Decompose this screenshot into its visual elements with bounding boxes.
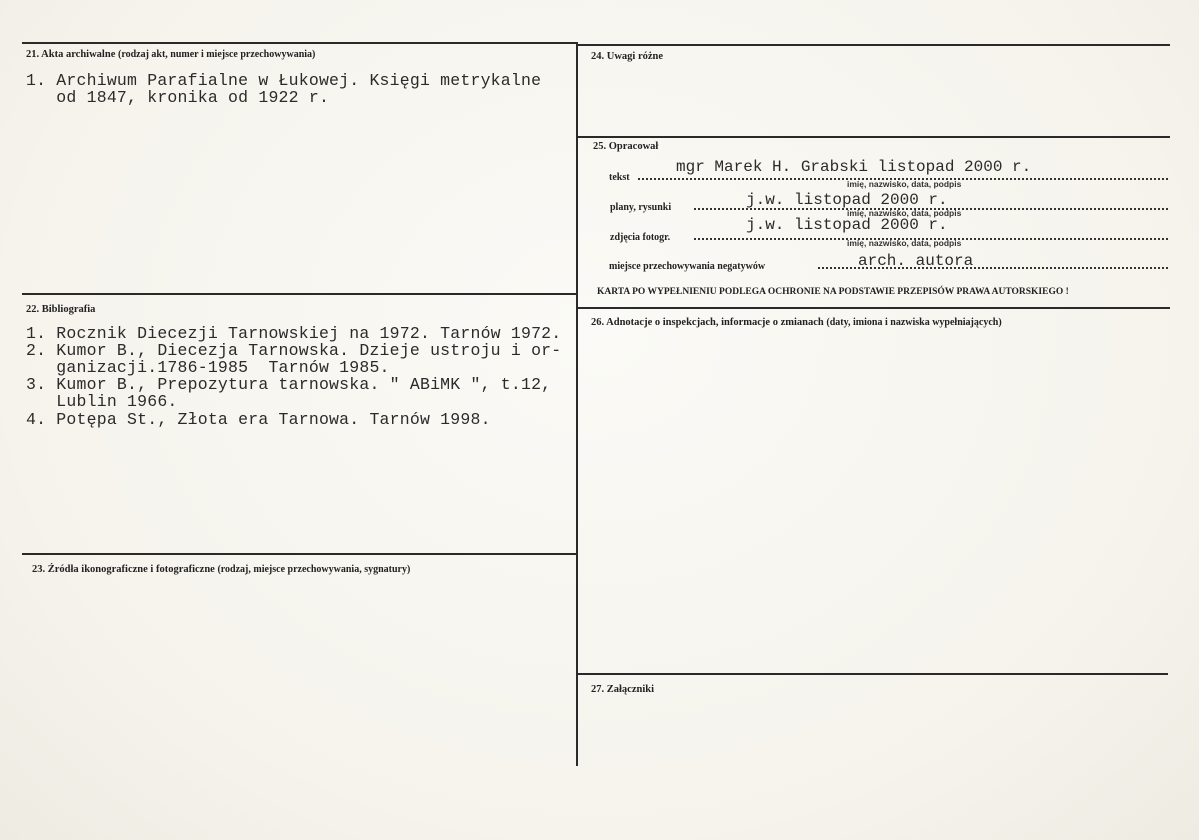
section-25-title: 25. Opracował [593, 141, 659, 152]
rule-25-26 [578, 307, 1170, 309]
plans-value: j.w. listopad 2000 r. [746, 191, 948, 209]
negatives-value: arch. autora [858, 252, 974, 270]
section-23-heading [32, 564, 410, 575]
photos-hint: imię, nazwisko, data, podpis [847, 238, 962, 248]
top-rule-right [578, 44, 1170, 46]
section-21-line-2: od 1847, kronika od 1922 r. [26, 88, 330, 107]
rule-21-22 [22, 293, 578, 295]
bibliography-line-6: 4. Potępa St., Złota era Tarnowa. Tarnów 1998. [26, 410, 491, 429]
bibliography-line-2: 2. Kumor B., Diecezja Tarnowska. Dzieje ustroju i or- [26, 341, 562, 360]
negatives-label: miejsce przechowywania negatywów [609, 261, 766, 272]
author-text-value: mgr Marek H. Grabski listopad 2000 r. [676, 158, 1032, 176]
section-27-title: 27. Załączniki [591, 684, 655, 695]
copyright-notice: KARTA PO WYPEŁNIENIU PODLEGA OCHRONIE NA PODSTAWIE PRZEPISÓW PRAWA AUTORSKIEGO ! [597, 287, 1069, 297]
section-23-subtitle: (rodzaj, miejsce przechowywania, sygnatury) [217, 564, 411, 575]
photos-label: zdjęcia fotogr. [610, 232, 671, 243]
bibliography-line-4: 3. Kumor B., Prepozytura tarnowska. " ABiMK ", t.12, [26, 375, 552, 394]
bibliography-line-3: ganizacji.1786-1985 Tarnów 1985. [26, 358, 390, 377]
section-21-line-1: 1. Archiwum Parafialne w Łukowej. Księgi metrykalne [26, 71, 542, 90]
bibliography-line-1: 1. Rocznik Diecezji Tarnowskiej na 1972. Tarnów 1972. [26, 324, 562, 343]
section-22-title: 22. Bibliografia [26, 304, 96, 315]
rule-24-25 [578, 136, 1170, 138]
section-23-title: 23. Źródła ikonograficzne i fotograficzne [32, 564, 215, 575]
author-text-hint: imię, nazwisko, data, podpis [847, 179, 962, 189]
section-21-heading [26, 49, 315, 60]
rule-26-27 [578, 673, 1168, 675]
plans-hint: imię, nazwisko, data, podpis [847, 208, 962, 218]
section-26-heading [591, 317, 1002, 328]
section-26-title: 26. Adnotacje o inspekcjach, informacje o zmianach [591, 317, 824, 328]
rule-22-23 [22, 553, 578, 555]
section-26-subtitle: (daty, imiona i nazwiska wypełniających) [826, 317, 1002, 328]
section-21-subtitle: (rodzaj akt, numer i miejsce przechowywania) [117, 49, 316, 60]
center-divider [576, 42, 578, 766]
top-rule-left [22, 42, 578, 44]
section-21-title: 21. Akta archiwalne [26, 49, 116, 60]
author-text-label: tekst [609, 172, 630, 183]
bibliography-line-5: Lublin 1966. [26, 392, 178, 411]
photos-value: j.w. listopad 2000 r. [746, 216, 948, 234]
plans-label: plany, rysunki [610, 202, 672, 213]
section-24-title: 24. Uwagi różne [591, 51, 664, 62]
